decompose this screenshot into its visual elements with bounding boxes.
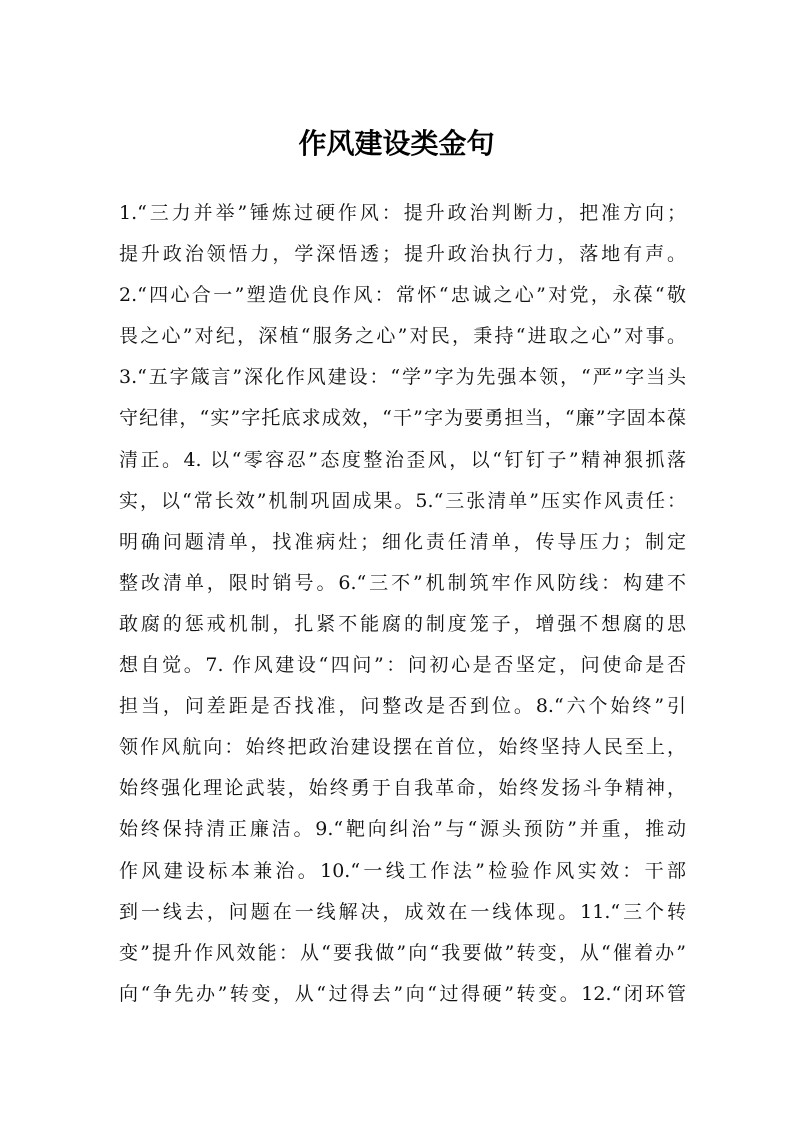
text-line: 守纪律，“实”字托底求成效，“干”字为要勇担当，“廉”字固本葆 <box>119 407 686 430</box>
text-line: 作风建设标本兼治。10.“一线工作法”检验作风实效：干部 <box>119 859 686 882</box>
text-line: 变”提升作风效能：从“要我做”向“我要做”转变，从“催着办” <box>119 941 686 964</box>
text-line: 整改清单，限时销号。6.“三不”机制筑牢作风防线：构建不 <box>119 571 686 594</box>
text-line: 明确问题清单，找准病灶；细化责任清单，传导压力；制定 <box>119 530 686 553</box>
text-line: 畏之心”对纪，深植“服务之心”对民，秉持“进取之心”对事。 <box>119 325 686 348</box>
text-line: 担当，问差距是否找准，问整改是否到位。8.“六个始终”引 <box>119 695 686 718</box>
text-line: 3.“五字箴言”深化作风建设：“学”字为先强本领，“严”字当头 <box>119 366 686 389</box>
body-paragraph <box>119 193 686 1015</box>
text-line: 实，以“常长效”机制巩固成果。5.“三张清单”压实作风责任： <box>119 489 686 512</box>
text-line: 始终保持清正廉洁。9.“靶向纠治”与“源头预防”并重，推动 <box>119 818 686 841</box>
text-line: 始终强化理论武装，始终勇于自我革命，始终发扬斗争精神， <box>119 777 686 800</box>
text-line: 1.“三力并举”锤炼过硬作风：提升政治判断力，把准方向； <box>119 202 686 224</box>
text-line: 想自觉。7. 作风建设“四问”：问初心是否坚定，问使命是否 <box>119 654 686 677</box>
text-line: 2.“四心合一”塑造优良作风：常怀“忠诚之心”对党，永葆“敬 <box>119 284 686 307</box>
page-title: 作风建设类金句 <box>298 127 495 160</box>
text-line: 向“争先办”转变，从“过得去”向“过得硬”转变。12.“闭环管 <box>119 982 686 1005</box>
text-line: 到一线去，问题在一线解决，成效在一线体现。11.“三个转 <box>119 900 686 923</box>
text-line: 提升政治领悟力，学深悟透；提升政治执行力，落地有声。 <box>119 243 686 266</box>
text-line: 敢腐的惩戒机制，扎紧不能腐的制度笼子，增强不想腐的思 <box>119 612 686 635</box>
text-line: 领作风航向：始终把政治建设摆在首位，始终坚持人民至上， <box>119 736 686 759</box>
text-line: 清正。4. 以“零容忍”态度整治歪风，以“钉钉子”精神狠抓落 <box>119 448 686 471</box>
